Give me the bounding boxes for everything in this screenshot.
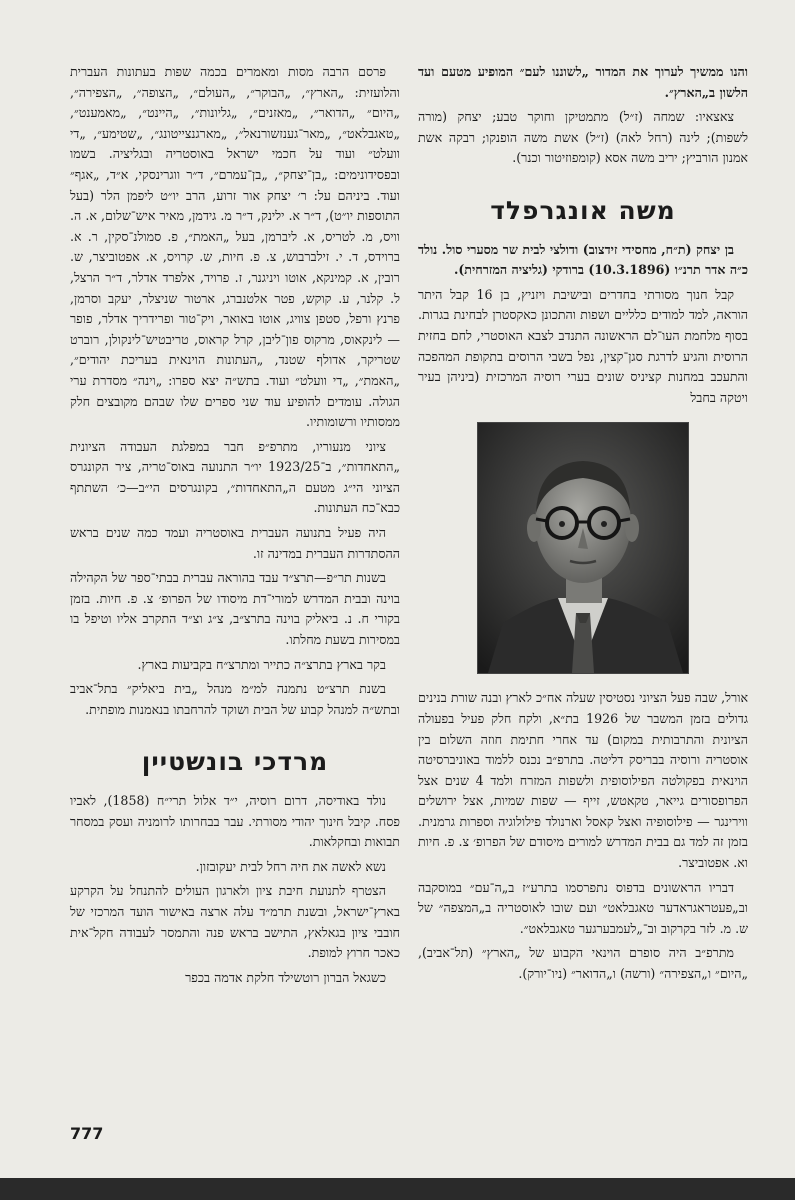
portrait-photo-icon: [477, 422, 689, 674]
left-paragraph-3: היה פעיל בתנועה העברית באוסטריה ועמד כמה שנים בראש ההסתדרות העברית במדינה זו.: [70, 525, 400, 561]
left-paragraph-6: בשנת תרצ״ט נתמנה למ״מ מנהל „בית ביאליק״ בתל־אביב ובתש״ה למנהל קבוע של הבית ושוקד להרחבתו בנאמנות מופתית.: [70, 681, 400, 717]
left-paragraph-8: נשא לאשה את חיה רחל לבית יעקובזון.: [195, 858, 386, 874]
right-column: [418, 62, 748, 989]
page-number: 777: [70, 1124, 104, 1143]
left-paragraph-10: כשגאל הברון רוטשילד חלקת אדמה בכפר: [185, 969, 386, 985]
left-paragraph-1: פרסם הרבה מסות ומאמרים בכמה שפות בעתונות העברית והלועזית: „הארץ״, „הבוקר״, „העולם״, „הצופה״, „הצפירה״, „היום״ „הדואר״, „מאזנים״, „גליונות״, „היינט״, „מאמענט״, „טאגבלאט״, „מאר־גענזשורנאל״, „מארגנצייטונג״, „שטימע״, „די וועלט״ ועוד על חכמי ישראל באוסטריה ובגליציה. בשמו ובפסידונימים: „בן־יצחק״, „בן־עמרם״, ד״ר ווגרינסקי, א״ד, „אגף״ ועוד. ביניהם על: ר׳ יצחק אור זרוע, הרב יו״ט ליפמן הלר (בעל התוספות יו״ט), ד״ר א. ילינק, ד״ר מ. גידמן, מאיר איש־שלום, א. ה. וויס, מ. לטריס, א. ליברמן, בעל „האמת״, פ. סמולנ־סקין, ר. א. ברוידס, ד. י. זילברבוש, צ. פ. חיות, ש. קרויס, א. אפטוביצר, ש. רובין, א. קמינקא, אוטו ויניגנר, ז. פרויד, אלפרד אדלר, ד״ר הרצל, ל. קלנר, ע. קוקש, פטר אלטנברג, ארטור שניצלר, יעקב וסרמן, פרנץ ורפל, סטפן צוויג, אוטו באואר, ויק־טור ופרידריך אדלר, פופר — לינקאוס, מרקוס פון־ליבן, קרל קראוס, טריבטיש־לינקולן, רוברט שטריקר, אדולף שטנד, „העתונות הוינאית בעריכת יהודים״, „האמת״, „די וועלט״ ועוד. בתש״ה יצא ספרו: „וינה״ מסדרת ערי הגולה. עומדים להופיע עוד שני ספרים שלו שבהם מקובצים חלק ממסותיו ורשומותיו.: [70, 64, 400, 430]
bio-paragraph-3: אורל, שבה פעל הציוני נסטיסין שעלה אח״כ לארץ ובנה שורת בנינים גדולים בזמן המשבר של 1926 בת״א, ולקח חלק פעיל בפעולה הציונית והתרבותית במקום) עד אחרי חתימת חוזה השלום בין אוסטריה ורוסיה בבריסק דליטה. בתרפ״ב נכנס ללמוד באוניברסיטה הוינאית בפקולטה הפילוסופית ולשפות המזרח ולמד 4 שנים אצל הפרופסורים גייאר, טקאטש, זייף — שפות שמיות, אצל ירושלים ווירינגר — פילוסופיה ואצל קאסל וארנולד פילולוגיה וספרות גרמנית. בזמן זה למד גם בבית המדרש למורים מיסודם של הפרופ׳ צ. פ. חיות וא. אפטוביצר.: [418, 690, 748, 871]
intro-paragraph-2: צאצאיו: שמחה (ז״ל) מתמטיקן וחוקר טבע; יצחק (מורה לשפות); לינה (רחל לאה) (ז״ל) אשת משה הופנקו; רבקה אשת אמנון הורביץ; יריב משה אסא (קומפוזיטור וכנר).: [418, 109, 748, 166]
left-paragraph-2: ציוני מנעוריו, מתרפ״פ חבר במפלגת העבודה הציונית „התאחדות״, ב־1923/25 יו״ר התנועה באוס־טריה, ציר הקונגרס הציוני הי״ג מטעם ה„התאחדות״, בקונגרסים הי״ב—כ׳ השתתף כבא־כח העתונות.: [70, 438, 400, 516]
left-paragraph-5: בקר בארץ בתרצ״ה כתייר ומתרצ״ח בקביעות בארץ.: [137, 656, 386, 672]
left-paragraph-9: הצטרף לתנועת חיבת ציון ולארגון העולים להתנחל על הקרקע בארץ־ישראל, ובשנת תרמ״ד עלה ארצה באישור הועד המרכזי של חובבי ציון בגאלאץ, התישב בראש פנה והתמסר לעבודה חקל־אית כאכר חרוץ למופת.: [70, 883, 400, 961]
bio-paragraph-4: דבריו הראשונים בדפוס נתפרסמו בתרע״ז ב„ה־עם״ במוסקבה וב„פעטראגראדער טאגבלאט״ ועם שובו לאוסטריה ב„המצפה״ של ש. מ. לזר בקרקוב וב־„לעמבערגער טאגבלאט״.: [418, 879, 748, 936]
left-paragraph-4: בשנות תר״פ—תרצ״ד עבד בהוראה עברית בבתי־ספר של הקהילה בוינה ובבית המדרש למורי־דת מיסודו של הפרופ׳ צ. פ. חיות. בזמן בקורי ח. נ. ביאליק בוינה בתרצ״ב, צ״ג וצ״ד התקרב אליו וטיפל בו במסירות בשעת מחלתו.: [70, 570, 400, 648]
left-column: [70, 62, 400, 992]
intro-paragraph-1: והנו ממשיך לערוך את המדור „לשוננו לעם״ המופיע מטעם ועד הלשון ב„הארץ״.: [418, 64, 748, 100]
bio-paragraph-5: מתרפ״ב היה סופרם הוינאי הקבוע של „הארץ״ (תל־אביב), „היום״ ו„הצפירה״ (ורשה) ו„הדואר״ (ניו־יורק).: [418, 945, 748, 982]
scan-bottom-edge: [0, 1178, 795, 1200]
bio-paragraph-2: קבל חנוך מסורתי בחדרים ובישיבת ויזניץ, בן 16 קבל היתר הוראה, למד למודים כלליים ושפות והתכונן כאקסטרן לבחינת בגרות. בסוף מלחמת העו־לם הראשונה התנדב לצבא האוסטרי, לחם בחזית הרוסית והגיע לדרגת סגן־קצין, נפל בשבי הרוסים בתקופת המהפכה והתעכב במחנות קציניס שונים בערי רוסיה המרכזית (ביניהן בעיר ויטקה בחבל: [418, 286, 748, 405]
left-paragraph-7: נולד באודיסה, דרום רוסיה, י״ד אלול תרי״ח (1858), לאביו פסח. קיבל חינוך יהודי מסורתי. עבר בבחרותו לרומניה ועסק במסחר תבואות ובחקלאות.: [70, 793, 400, 850]
section-heading-ungerfeld: משה אונגרפלד: [490, 195, 676, 225]
bio-paragraph-1: בן יצחק (ת״ח, מחסידי זידצוב) ודולצי לבית שר מסערי סול. נולד כ״ה אדר תרנ״ו (10.3.1896) ברודקי (גליציה המזרחית).: [418, 241, 748, 278]
section-heading-bonstein: מרדכי בונשטיין: [141, 747, 329, 777]
